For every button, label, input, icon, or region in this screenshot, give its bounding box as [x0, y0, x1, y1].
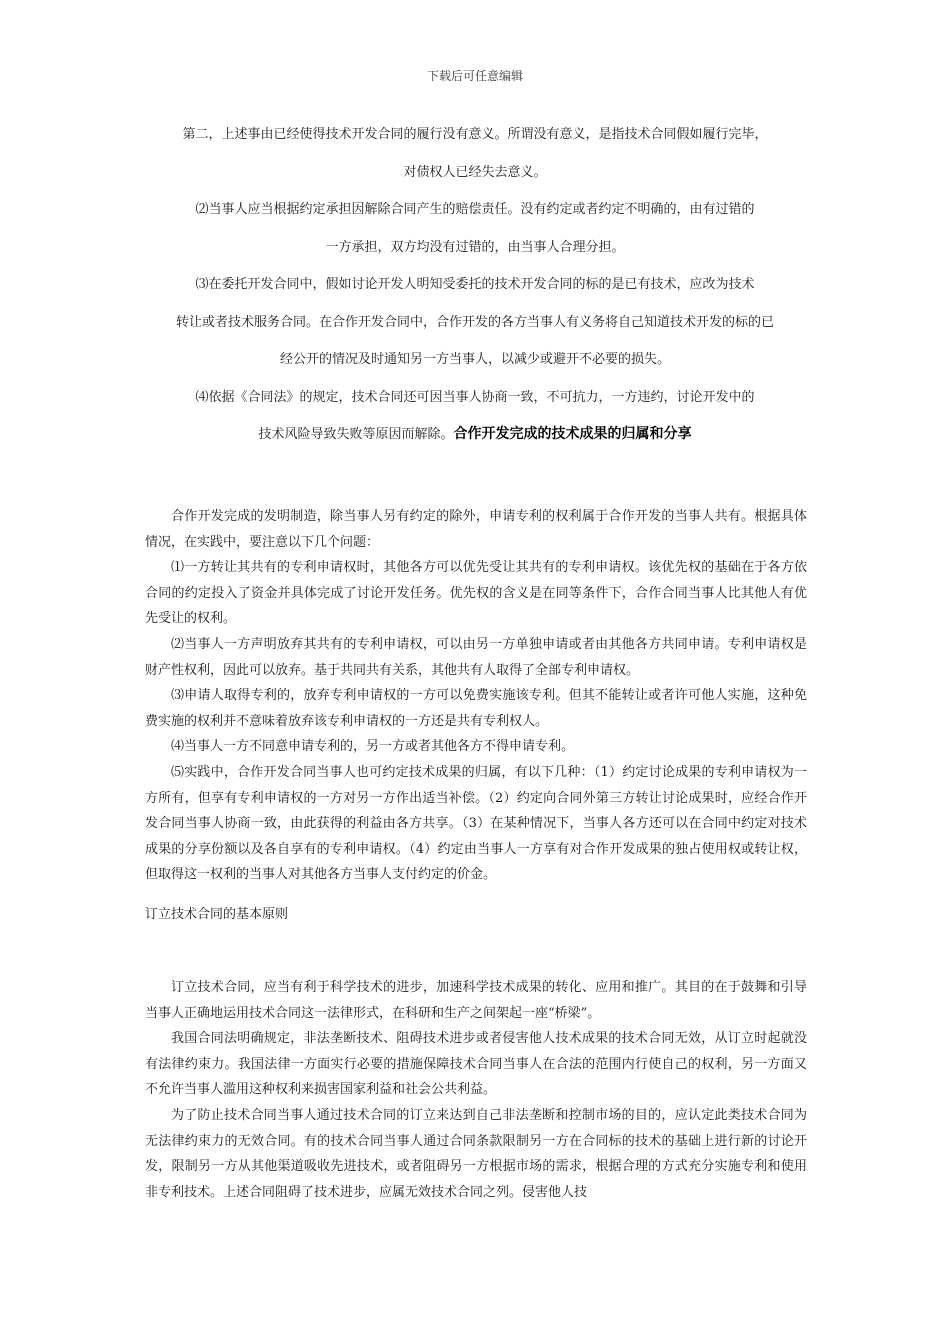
section-heading: 合作开发完成的技术成果的归属和分享 [453, 426, 692, 442]
text-line: 对债权人已经失去意义。 [403, 164, 547, 180]
paragraph: ⑶申请人取得专利的，放弃专利申请权的一方可以免费实施该专利。但其不能转让或者许可他人实施，这种免费实施的权利并不意味着放弃该专利申请权的一方还是共有专利权人。 [145, 688, 807, 729]
text-line-with-heading [130, 416, 820, 454]
termination-section [130, 116, 820, 454]
text-line: ⑶在委托开发合同中，假如讨论开发人明知受委托的技术开发合同的标的是已有技术，应改为技术 [195, 277, 755, 292]
paragraph: ⑷当事人一方不同意申请专利的，另一方或者其他各方不得申请专利。 [171, 739, 575, 755]
text-line: 转让或者技术服务合同。在合作开发合同中，合作开发的各方当事人有义务将自己知道技术开发的标的已 [175, 314, 774, 330]
ownership-section [145, 504, 807, 888]
paragraph: 为了防止技术合同当事人通过技术合同的订立来达到自己非法垄断和控制市场的目的，应认定此类技术合同为无法律约束力的无效合同。有的技术合同当事人通过合同条款限制另一方在合同标的技术的基础上进行新的讨论开发，限制另一方从其他渠道吸收先进技术，或者阻碍另一方根据市场的需求，根据合理的方式充分实施专利和使用非专利技术。上述合同阻碍了技术进步，应属无效技术合同之列。侵害他人技 [145, 1107, 807, 1200]
text-line: ⑷依据《合同法》的规定，技术合同还可因当事人协商一致，不可抗力，一方违约，讨论开发中的 [195, 389, 755, 405]
text-line: ⑵当事人应当根据约定承担因解除合同产生的赔偿责任。没有约定或者约定不明确的，由有过错的 [195, 202, 755, 217]
paragraph: 订立技术合同，应当有利于科学技术的进步，加速科学技术成果的转化、应用和推广。其目的在于鼓舞和引导当事人正确地运用技术合同这一法律形式，在科研和生产之间架起一座“桥梁”。 [145, 980, 807, 1021]
paragraph: 合作开发完成的发明制造，除当事人另有约定的除外，申请专利的权利属于合作开发的当事人共有。根据具体情况，在实践中，要注意以下几个问题： [145, 509, 807, 550]
text-line: 经公开的情况及时通知另一方当事人，以减少或避开不必要的损失。 [279, 352, 670, 367]
page-header: 下载后可任意编辑 [426, 69, 523, 83]
principles-section [145, 975, 807, 1205]
text-line: 第二，上述事由已经使得技术开发合同的履行没有意义。所谓没有意义，是指技术合同假如履行完毕， [182, 127, 768, 142]
section-title: 订立技术合同的基本原则 [145, 907, 289, 922]
paragraph: ⑵当事人一方声明放弃其共有的专利申请权，可以由另一方单独申请或者由其他各方共同申请。专利申请权是财产性权利，因此可以放弃。基于共同共有关系，其他共有人取得了全部专利申请权。 [145, 636, 807, 678]
paragraph: 我国合同法明确规定，非法垄断技术、阻碍技术进步或者侵害他人技术成果的技术合同无效，从订立时起就没有法律约束力。我国法律一方面实行必要的措施保障技术合同当事人在合法的范围内行使自己的权利，另一方面又不允许当事人滥用这种权利来损害国家利益和社会公共利益。 [145, 1031, 807, 1098]
paragraph: ⑴一方转让其共有的专利申请权时，其他各方可以优先受让其共有的专利申请权。该优先权的基础在于各方依合同的约定投入了资金并具体完成了讨论开发任务。优先权的含义是在同等条件下，合作合同当事人比其他人有优先受让的权利。 [145, 560, 807, 627]
text-fragment: 技术风险导致失败等原因而解除。 [258, 427, 454, 442]
paragraph: ⑸实践中，合作开发合同当事人也可约定技术成果的归属，有以下几种：（1）约定讨论成果的专利申请权为一方所有，但享有专利申请权的一方对另一方作出适当补偿。（2）约定向合同外第三方转让讨论成果时，应经合作开发合同当事人协商一致，由此获得的利益由各方共享。（3）在某种情况下，当事人各方还可以在合同中约定对技术成果的分享份额以及各自享有的专利申请权。（4）约定由当事人一方享有对合作开发成果的独占使用权或转让权，但取得这一权利的当事人对其他各方当事人支付约定的价金。 [145, 764, 807, 883]
text-line: 一方承担，双方均没有过错的，由当事人合理分担。 [325, 239, 625, 255]
